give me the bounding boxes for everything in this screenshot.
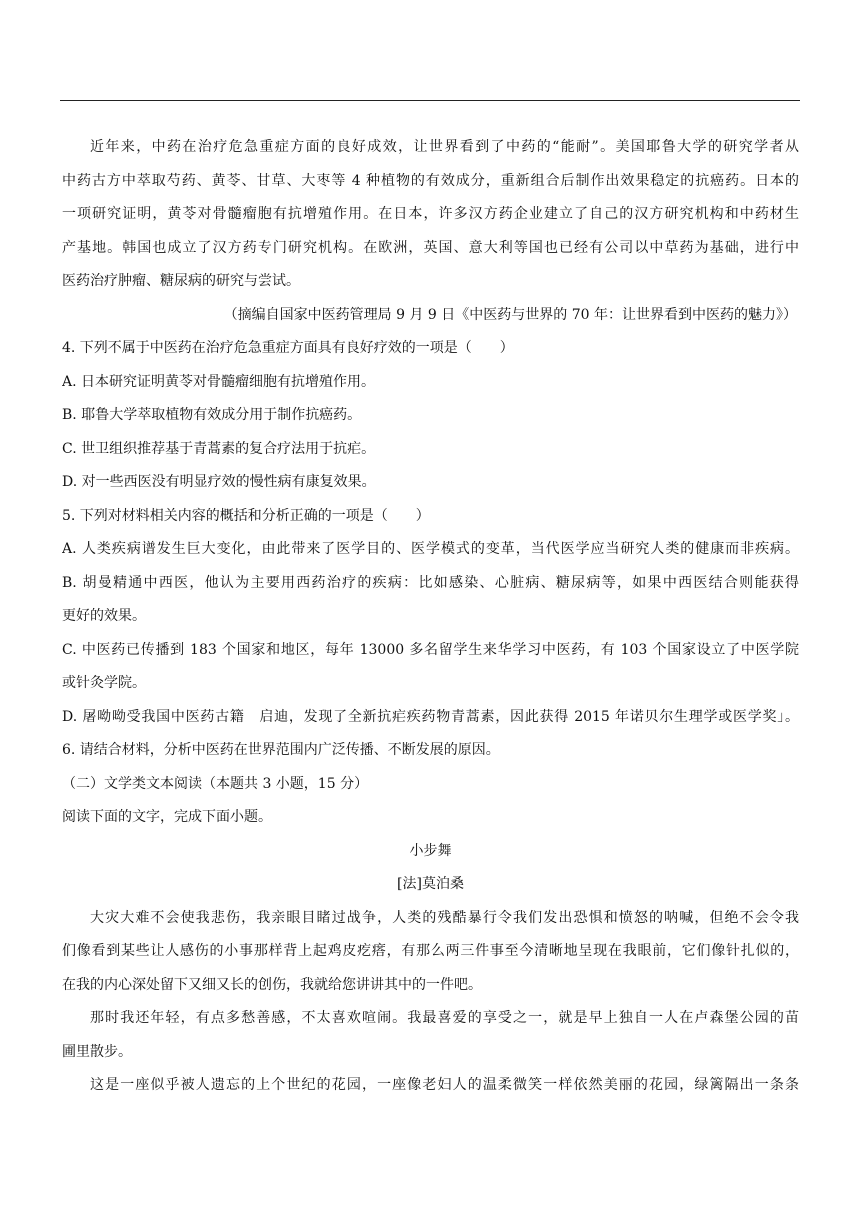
option-b-continued: 更好的效果。 — [62, 608, 146, 624]
text-line: 医药治疗肿瘤、糖尿病的研究与尝试。 — [62, 273, 300, 289]
text-line: 中药古方中萃取芍药、黄苓、甘草、大枣等 4 种植物的有效成分，重新组合后制作出效果稳定的抗癌药。日本的 — [62, 172, 799, 189]
option-c: C. 世卫组织推荐基于青蒿素的复合疗法用于抗疟。 — [62, 440, 376, 457]
option-c-continued: 或针灸学院。 — [62, 675, 146, 691]
material-paragraph — [62, 131, 799, 299]
source-citation: （摘编自国家中医药管理局 9 月 9 日《中医药与世界的 70 年：让世界看到中医药的魅力》） — [223, 306, 797, 323]
story-paragraph-1 — [62, 902, 799, 1003]
text-line: 那时我还年轻，有点多愁善感，不太喜欢喧闹。我最喜爱的享受之一，就是早上独自一人在卢森堡公园的苗 — [90, 1010, 799, 1026]
question-4 — [62, 332, 799, 500]
story-paragraph-3 — [62, 1069, 799, 1103]
story-author: [法]莫泊桑 — [397, 876, 464, 892]
option-a: A. 日本研究证明黄苓对骨髓瘤细胞有抗增殖作用。 — [62, 373, 376, 390]
text-line: 大灾大难不会使我悲伤，我亲眼目睹过战争，人类的残酷暴行令我们发出恐惧和愤怒的呐喊，但绝不会令我 — [90, 909, 799, 926]
option-d: D. 对一些西医没有明显疗效的慢性病有康复效果。 — [62, 474, 376, 490]
text-line: 们像看到某些让人感伤的小事那样背上起鸡皮疙瘩，有那么两三件事至今清晰地呈现在我眼前，它们像针扎似的， — [62, 943, 799, 959]
text-line: 圃里散步。 — [62, 1043, 132, 1060]
reading-instruction: 阅读下面的文字，完成下面小题。 — [62, 809, 272, 825]
option-a: A. 人类疾病谱发生巨大变化，由此带来了医学目的、医学模式的变革，当代医学应当研究人类的健康而非疾病。 — [62, 541, 799, 557]
text-line: 一项研究证明，黄苓对骨髓瘤胞有抗增殖作用。在日本，许多汉方药企业建立了自己的汉方研究机构和中药材生 — [62, 206, 799, 222]
text-line: 近年来，中药在治疗危急重症方面的良好成效，让世界看到了中药的“能耐”。美国耶鲁大学的研究学者从 — [90, 139, 799, 155]
option-d: D. 屠呦呦受我国中医药古籍 启迪，发现了全新抗疟疾药物青蒿素，因此获得 2015 年诺贝尔生理学或医学奖」。 — [62, 708, 799, 725]
header-rule — [60, 100, 800, 101]
question-6: 6. 请结合材料，分析中医药在世界范围内广泛传播、不断发展的原因。 — [62, 742, 500, 758]
question-stem: 5. 下列对材料相关内容的概括和分析正确的一项是（ ） — [62, 507, 430, 524]
text-line: 产基地。韩国也成立了汉方药专门研究机构。在欧洲，英国、意大利等国也已经有公司以中草药为基础，进行中 — [62, 239, 799, 256]
document-body — [62, 131, 799, 1103]
option-b: B. 胡曼精通中西医，他认为主要用西药治疗的疾病：比如感染、心脏病、糖尿病等，如果中西医结合则能获得 — [62, 574, 799, 591]
story-paragraph-2 — [62, 1002, 799, 1069]
text-line: 在我的内心深处留下又细又长的创伤，我就给您讲讲其中的一件吧。 — [62, 976, 482, 993]
story-title: 小步舞 — [409, 842, 452, 859]
question-5 — [62, 500, 799, 735]
option-c: C. 中医药已传播到 183 个国家和地区，每年 13000 多名留学生来华学习中医药，有 103 个国家设立了中医学院 — [62, 641, 799, 658]
option-b: B. 耶鲁大学萃取植物有效成分用于制作抗癌药。 — [62, 407, 362, 423]
question-stem: 4. 下列不属于中医药在治疗危急重症方面具有良好疗效的一项是（ ） — [62, 340, 514, 356]
section-heading: （二）文学类文本阅读（本题共 3 小题，15 分） — [62, 775, 369, 792]
text-line: 这是一座似乎被人遗忘的上个世纪的花园，一座像老妇人的温柔微笑一样依然美丽的花园，绿篱隔出一条条 — [90, 1077, 799, 1093]
